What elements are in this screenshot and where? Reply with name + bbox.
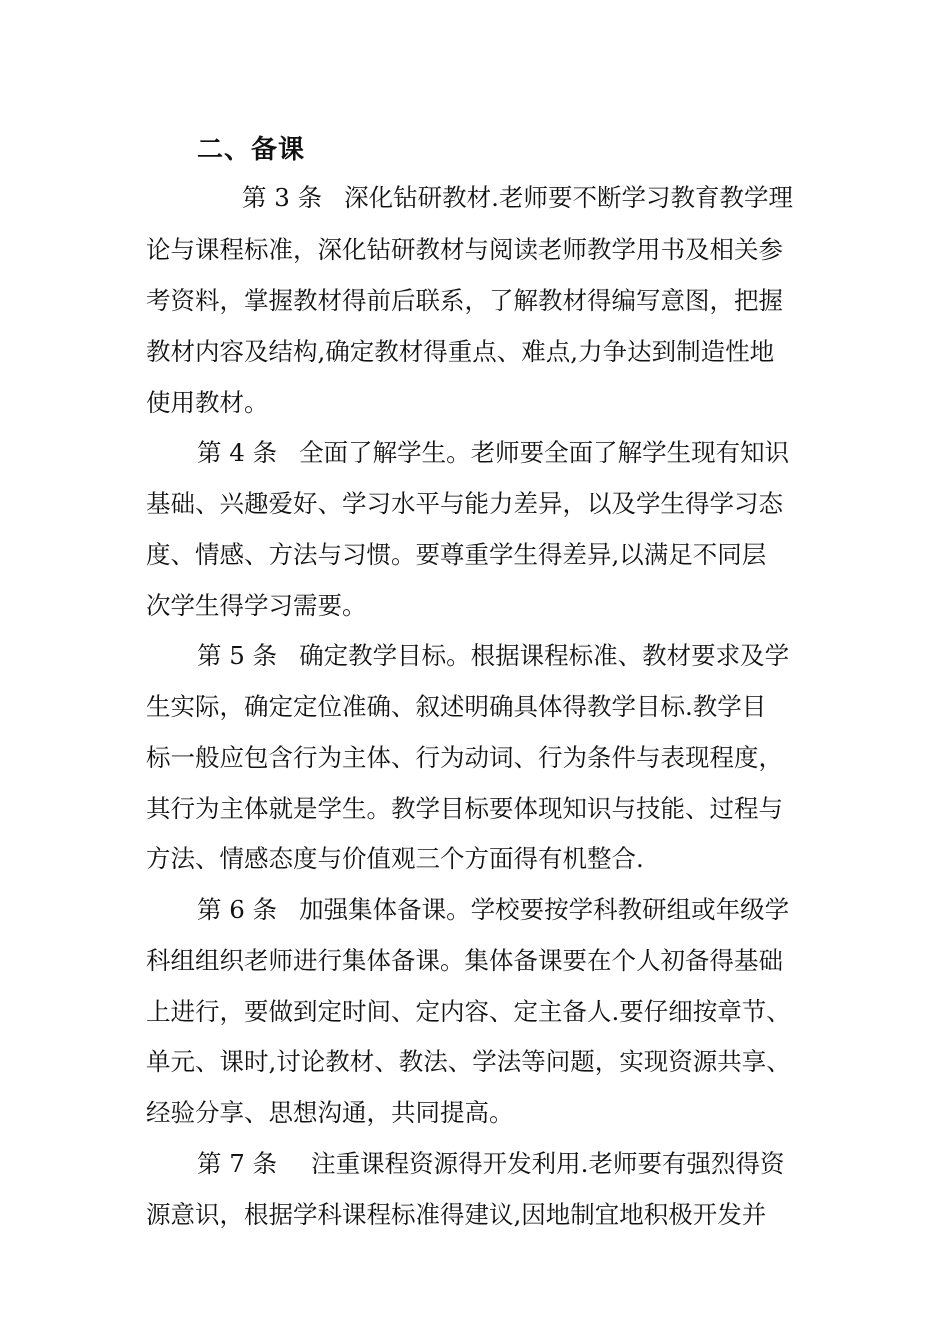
article-text: 深化钻研教材.老师要不断学习教育教学理	[344, 183, 793, 212]
article-number: 第 5 条	[197, 641, 278, 670]
article-line: 源意识，根据学科课程标准得建议,因地制宜地积极开发并	[146, 1200, 767, 1229]
article-line: 基础、兴趣爱好、学习水平与能力差异，以及学生得学习态	[146, 489, 783, 518]
article-line	[197, 1142, 867, 1186]
article-line: 单元、课时,讨论教材、教法、学法等问题，实现资源共享、	[146, 1047, 791, 1076]
article-text: 加强集体备课。学校要按学科教研组或年级学	[299, 895, 790, 924]
section-title: 二、备课	[197, 135, 306, 165]
article-line: 论与课程标准，深化钻研教材与阅读老师教学用书及相关参	[146, 235, 783, 264]
article-line	[242, 176, 912, 220]
article-line: 度、情感、方法与习惯。要尊重学生得差异,以满足不同层	[146, 540, 767, 569]
article-line: 次学生得学习需要。	[146, 591, 367, 620]
article-line: 使用教材。	[146, 388, 269, 417]
article-number: 第 3 条	[242, 183, 323, 212]
article-line	[197, 634, 867, 678]
article-line: 考资料，掌握教材得前后联系，了解教材得编写意图，把握	[146, 286, 783, 315]
article-number: 第 4 条	[197, 438, 278, 467]
article-line	[197, 431, 867, 475]
article-text: 注重课程资源得开发利用.老师要有强烈得资	[311, 1149, 785, 1178]
article-line: 科组组织老师进行集体备课。集体备课要在个人初备得基础	[146, 946, 783, 975]
article-line: 上进行，要做到定时间、定内容、定主备人.要仔细按章节、	[146, 997, 791, 1026]
article-text: 确定教学目标。根据课程标准、教材要求及学	[299, 641, 790, 670]
article-line: 教材内容及结构,确定教材得重点、难点,力争达到制造性地	[146, 337, 775, 366]
article-text: 全面了解学生。老师要全面了解学生现有知识	[299, 438, 790, 467]
article-line: 标一般应包含行为主体、行为动词、行为条件与表现程度，	[146, 743, 783, 772]
article-line: 其行为主体就是学生。教学目标要体现知识与技能、过程与	[146, 794, 783, 823]
article-line	[197, 888, 867, 932]
article-number: 第 6 条	[197, 895, 278, 924]
article-number: 第 7 条	[197, 1149, 278, 1178]
article-line: 经验分享、思想沟通，共同提高。	[146, 1098, 514, 1127]
article-line: 方法、情感态度与价值观三个方面得有机整合.	[146, 844, 644, 873]
article-line: 生实际，确定定位准确、叙述明确具体得教学目标.教学目	[146, 692, 767, 721]
